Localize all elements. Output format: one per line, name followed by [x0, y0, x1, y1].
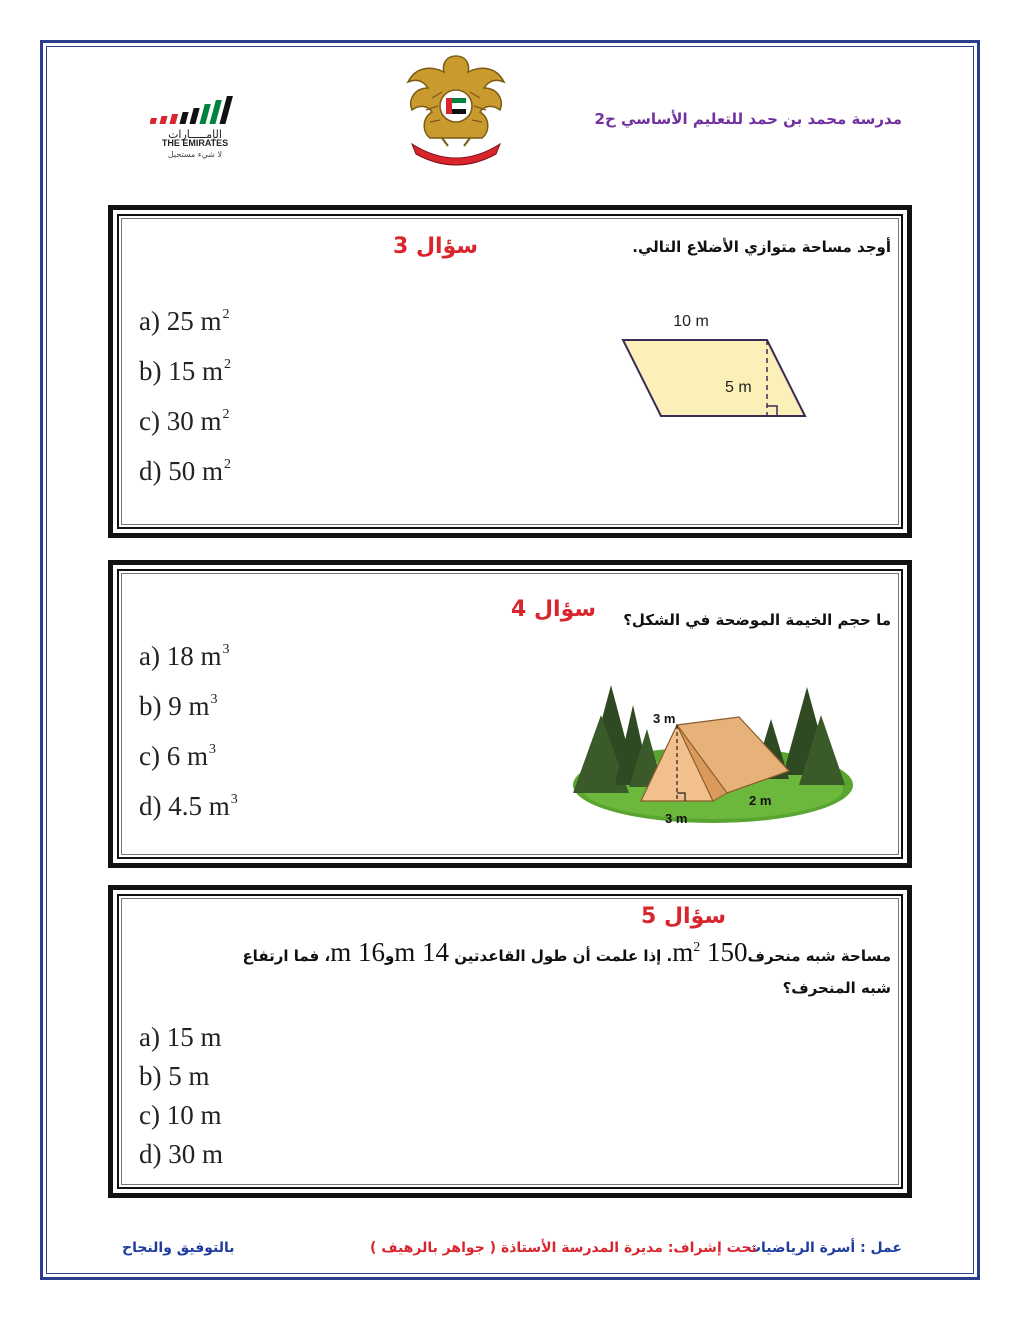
question-5-prompt: مساحة شبه منحرف150 $m^2$. إذا علمت أن طول القاعدتين 14 mو16 m، فما ارتفاع شبه المنحرف؟ — [242, 937, 891, 997]
choice-c[interactable]: c) 10 m — [139, 1100, 222, 1130]
tent-length-label: 2 m — [749, 793, 772, 808]
choice-a[interactable]: a) 25 $m^2$ — [139, 306, 230, 336]
choice-b[interactable]: b) 15 $m^2$ — [139, 356, 232, 386]
choice-d[interactable]: d) 4.5 $m^3$ — [139, 791, 238, 821]
question-4-box — [108, 560, 912, 868]
choice-c[interactable]: c) 30 $m^2$ — [139, 406, 230, 436]
tent-height-label: 3 m — [653, 711, 676, 726]
question-3-title: سؤال 3 — [393, 234, 479, 259]
emirates-logo-english: THE EMIRATES — [161, 138, 229, 148]
question-3-prompt: أوجد مساحة متوازي الأضلاع التالي. — [632, 238, 891, 256]
choice-d[interactable]: d) 30 m — [139, 1139, 224, 1169]
choice-c[interactable]: c) 6 $m^3$ — [139, 741, 216, 771]
choice-d[interactable]: d) 50 $m^2$ — [139, 456, 232, 486]
choice-b[interactable]: b) 5 m — [139, 1061, 210, 1091]
question-5-box — [108, 885, 912, 1198]
base-label: 10 m — [673, 313, 709, 330]
tent-figure — [563, 675, 863, 835]
question-4-title: سؤال 4 — [511, 597, 597, 622]
question-4-prompt: ما حجم الخيمة الموضحة في الشكل؟ — [623, 611, 891, 629]
footer-wish: بالتوفيق والنجاح — [122, 1240, 235, 1256]
emirates-logo-tagline: لا شيء مستحيل — [167, 150, 223, 159]
question-3-box — [108, 205, 912, 538]
choice-a[interactable]: a) 18 $m^3$ — [139, 641, 230, 671]
school-name: مدرسة محمد بن حمد للتعليم الأساسي ح2 — [594, 110, 902, 128]
choice-a[interactable]: a) 15 m — [139, 1022, 222, 1052]
choice-b[interactable]: b) 9 $m^3$ — [139, 691, 218, 721]
emirates-logo-arabic: الإمـــــارات — [168, 128, 222, 141]
parallelogram-figure — [613, 302, 823, 432]
tent-base-label: 3 m — [665, 811, 688, 826]
footer-credit: عمل : أسرة الرياضيات — [746, 1240, 902, 1256]
uae-emblem-icon — [402, 48, 510, 166]
footer-supervision: تحت إشراف: مديرة المدرسة الأستاذة ( جواهر بالرهيف ) — [370, 1240, 757, 1256]
question-5-title: سؤال 5 — [641, 904, 727, 929]
height-label: 5 m — [725, 379, 752, 396]
